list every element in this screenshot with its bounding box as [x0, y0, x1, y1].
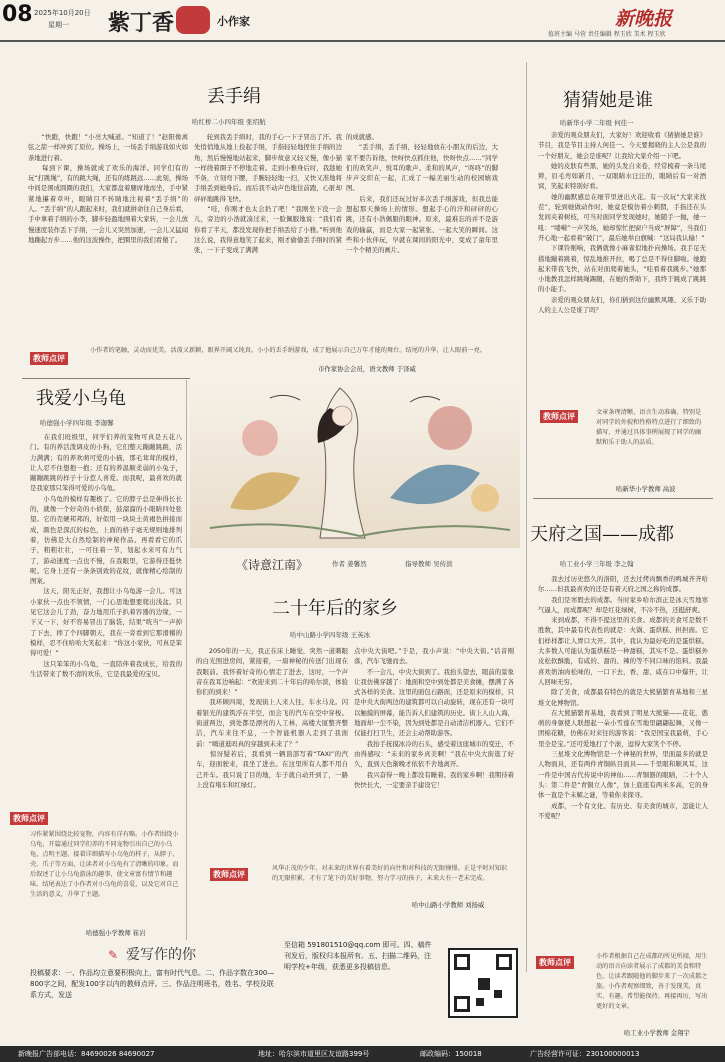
article-byline: 哈工业小学三年级 李之翰 [560, 560, 634, 568]
article-byline: 哈德强小学四年级 李迦馨 [40, 419, 114, 427]
column-rule [526, 62, 527, 972]
article-body: 我去过历史悠久的洛阳，还去过烤肉飘香的鸭城齐齐哈尔……但我最喜欢的还是有着天府之国之称的成都。 我们是寒假去的成都。当时家乡哈尔滨正是冰天雪地寒气逼人，而成都呢？却是红花绿树，不冷不热，还挺舒爽。 来到成都，不得不提这里的美食。成都的美食可是数不胜数，其中最有代表性的就是：火锅、蛋烘糕、担担面。它们样样都让人胃口大开。其中，我认为最好吃的是蛋烘糕。大多数人可能认为蛋烘糕是一种甜糕，其实不是。蛋烘糕外皮松软酥脆，有咸的、甜的、辣的等不同口味的馅料。我最喜欢奶油肉松味的，一口下去，香、甜、咸在口中爆开，让人回味无穷。 除了美食，成都最有特色的就是大熊猫繁育基地和三星堆文化博物馆。 在大熊猫繁育基地，我看到了明星大熊猫——花花，憨萌的身躯使人联想起一朵小雪莲在雪地里翩翩起舞，又像一团棉花糖，仿佛在对来往的游客说：“我是国宝我最萌，手心里全是宝。”还可爱地打了个滚，逗得大家笑个不停。 三星堆文化博物馆是一个神秘的世界，里面最多的就是人物面具，还有两件青铜纵目面具——千里眼和顺风耳，这一件是中国古代传说中的神仙……青铜器的眼睛，二十个人头：第二件是“青铜立人像”，加上底座有两米多高，它的身体一直是个未解之谜，等着你来探寻。 成都，一个有文化、有历史、有美食的城市，怎能让人不爱呢？ [538, 575, 708, 820]
pencil-icon: ✎ [108, 948, 119, 962]
call-text: 投稿要求：一、作品均立意要积极向上，富有时代气息。二、作品字数在300—800字之间，配发100字以内的教师点评。三、作品注明班名，姓名、学校及联系方式，发送 [30, 969, 275, 999]
divider [533, 498, 713, 499]
teacher-comment-badge: 教师点评 [540, 410, 578, 423]
article-title: 丢手绢 [207, 86, 261, 107]
masthead-rule [0, 40, 725, 42]
article-body: 2050年的一天，我正在床上睡觉，突然一道刺眼的白光照进房间，紧接着，一扇神秘的传送门出现在我眼前。我怀着好奇的心情走了进去，这时，一个声音在我耳边响起：“欢迎来到二十年后的哈尔滨，体验你们的到来！” 我环顾四周，发现街上人来人往，车水马龙。闪着银光的建筑浮在半空，而会飞的汽车在空中穿梭。街道两边，到处都是漂亮的人工林，高楼大厦整齐整洁，汽车来往不息，一个智能机器人走到了我面前：“嗨道逛吗真的穿越到未来了？” 惊讶疑若后，我看到一辆顶部写着“TAXI”的汽车，迎面驶来，我坐了进去。在这里所有人都不用自己开车。我只说了目的地，车子就自动开到了，一路上没有堵车和红绿灯。 [196, 647, 348, 789]
page-number: 08 [2, 2, 33, 27]
article-body: “快跑，快跑！”小亮大喊道。“知道了！”赵阳像离弦之箭一样冲到了原位。操场上，一场丢手绢游戏如火如荼地进行着。 每到下课，操场就成了欢乐的海洋。同学们有的玩“打跳绳”，有的跳大绳，还有的练跳远……此刻，操场中间是围成圆圈的我们，大家都盘着腿席地而坐，手中紧紧地攥着草叶，眼睛目不转睛地注视着“丢手绢”的人。“丢手绢”的人跑起来时，我们就拼命往自己身后看，手中拿着手绢的小李，脚步轻盈地围着大家转，一会儿放慢速度装作丢下手绢，一会儿又突然加速，一会儿又猛闻地蹦起方步……他的这波操作，把圈里的我们看傻了。 [28, 133, 188, 244]
teacher-signature: 市作家协会会员，语文教师 于泽威 [318, 365, 416, 373]
call-logo: 爱写作的你 [126, 947, 196, 963]
footer-ad: 新晚报广告部电话：84690026 84690027 [18, 1050, 155, 1058]
article-body: 亲爱的观众朋友们，大家好！欢迎收看《猜猜她是谁》节目，我是节目主持人何佳一。今天要揭晓的主人公是我的一个好朋友，她会是谁呢？让我给大家介绍一下吧。 她的皮肤有些黑，她的头发自来卷，经常梳着一条马尾辫，眉毛弯如新月，一双眼睛水汪汪的，眼睛后有一对酒窝，笑起来特别好看。 她的幽默感总在细节里迸出火花。有一次玩“大家来找茬”，轮到她做动作时，她竟是模仿着小刺猬，手指还在头发间夹着树枝，可当对面同学发现她时，她随手一抛，她一吼：“喽嗬”一声笑场，她却惊忙把窗户当成“屏障”，当我们开心地一起看着“破门”，最后她举白旗喊：“这局我认输！” 下课铃刚响，我俩就像小麻雀似地扑向操场。我手足无措地蹦着跳着，惊乱地推开拉，喝了总是不得住脚啦。她跑起来带我飞快，站在对面爬着她头，“哇看着我跳步。”她那小地教我怎样跳绳踢腿，在她的帮助下，我终于跳成了跳跳的小能手。 亲爱的观众朋友们，你们猜到这位幽默风趣、又乐于助人的主人公是谁了吗？ [538, 131, 706, 315]
illustration [190, 378, 520, 548]
section-logo [176, 6, 210, 34]
article-byline: 哈新华小学二年级 何佳一 [560, 119, 634, 127]
teacher-comment-badge: 教师点评 [536, 956, 574, 969]
illustration-author: 作者 姜馨然 [332, 560, 367, 568]
article-body: 在我们班级里，同学们养的宠物可真是五花八门。有的养活泼调皮的小狗，它们整天蹦蹦跳跳，活力满满；有的养欢萌可爱的小猫，那毛茸茸的模样，让人忍不住想抱一抱；还有的养温顺柔弱的小兔子，蹦蹦跳跳的样子十分惹人喜爱。而我呢，最喜欢的就是我家那只笨得可爱的小乌龟。 小乌龟的模样有趣极了。它的脖子总是伸得长长的，就像一个好奇的小侦探，鼓溜溜的小眼睛四处张望。它的壳硬邦邦的，好似用一块块土黄褐色拼接而成，颜色是深沉的棕色，上面的格子毫无规则地排列着，仿佛是大自然绘制的神秘作品。再看看它的爪子，粗粗壮壮，一可往着一节，划起水来可有力气了，游动速度一点也不慢，在我眼里，它游得还挺快呢。它身上还有一条条别致的花纹，就像精心绘制的图案。 这天，阳光正好，我想让小乌龟游一会儿。可这小家伙一点也不领情，一门心思地想要爬出浅盆。只见它这会儿了劲，奋力地用爪子扒着容器的边缘，一下又一下，好不容易冒出了脑袋，结果“咣当”一声掉了下去，摔了个四脚朝天，我在一旁看到它那滑稽的模样，忍不住哈哈大笑起来：“你这小家伙，可真是笨得可爱！” 这只笨笨的小乌龟，一直陪伴着我成长，给我的生活带来了数不清的欢乐，它是我最爱的宝贝。 [30, 433, 182, 678]
teacher-signature: 哈新华小学教师 高波 [616, 485, 676, 493]
footer-postcode: 邮政编码：150018 [420, 1050, 482, 1058]
section-subtitle: 小作家 [217, 15, 250, 28]
qr-code [448, 948, 518, 1018]
teacher-comment: 文章条理清晰，语言生动准确，特别是对同学的外貌和性格特点进行了细致的描写，并通过具体事例展现了同学的幽默和乐于助人的品质。 [596, 409, 702, 446]
masthead [0, 0, 725, 40]
article-title: 猜猜她是谁 [563, 90, 653, 111]
article-title: 天府之国——成都 [530, 524, 674, 545]
footer-address: 地址：哈尔滨市道里区友谊路399号 [258, 1050, 370, 1058]
editor-credits: 值班主编 马营 责任编辑 程玉欣 美术 程玉欣 [548, 31, 666, 38]
teacher-comment: 小作者的笔触，灵动而优美，活泼又新颖，眼界开阔又纯真。小小的丢手绢游戏，成了他展示自己万年才能的舞台。结尾的升华，让人眼前一亮。 [90, 347, 486, 354]
teacher-comment: 习作紧紧围绕比较宠物，内容有详有略。小作者围绕小乌龟，开篇通过同学们养的不同宠物引出自己的小乌龟，点明主题。接着详细描写小乌龟的样子，从脖子、壳、爪子等方面，让读者对小乌龟有了清晰的印象。而后叙述了让小乌龟游泳的趣事，使文章富有情节和趣味。结尾表达了小作者对小乌龟的喜爱，以及它对自己生活的意义，升华了主题。 [30, 831, 179, 898]
teacher-comment-badge: 教师点评 [210, 868, 248, 881]
illustration-advisor: 指导教师 吴传滨 [405, 560, 453, 568]
teacher-comment-badge: 教师点评 [10, 812, 48, 825]
article-byline: 哈中山路小学四年级 王英冰 [290, 631, 371, 639]
article-body: 的成就感。 “丢手绢，丢手绢，轻轻地放在小朋友的后边，大家不要告诉他，快呀快点抓住他，快呀快点……”同学们的欢笑声、悦耳的歌声、柔和的风声，“咚咚”的脚步声交织在一起，汇成了一幅美丽生动的校园嬉戏图。 后来，我们还玩过好多次丢手绢游戏，但我总能想起那天操场上的情形。想起手心的汗和砰砰的心跳，还有小浩佩服的眼神。原来，最难忘的并不是游戏的输赢，而是大家一起紧张、一起大笑的瞬间。这些和小伙伴玩，早就在课间的阳光中，变成了童年里一个个精美的画片。 [346, 133, 498, 255]
article-body: 轮到我丢手绢时，我的手心一下子冒出了汗。我先悄悄地从地上捡起手绢，手指轻轻地捏住手绢的边角，然后慢慢地站起来，脚步故意又轻又慢，像小猫一样绕着圈子不停地走着。走到小雅身后时，我趁她不备，立刻弯下腰，手腕轻轻地一扫，又快又准地将手绢丢到她身后。而后我不动声色地往前跑，心脏却砰砰地跳得飞快。 “哇，你刚才也太会扔了吧！”我刚坐下没一会儿，旁边的小浩就凑过来，一脸佩服地说：“我们看你看了半天，都没发现你把手绢丢给了小雅。”听到他这么说，我得意地笑了起来，刚才偷偷丢手绢时的紧张，一下子变成了满满 [194, 133, 342, 255]
teacher-comment: 小作者根据自己在成都的所见所闻，用生动的语言向读者展示了成都的美食和特色，让读者跟随他的脚步来了一次成都之旅。小作者观察细致，善于发现美，真实、有趣。希望能保持，再接再厉，写出更好的文章。 [596, 953, 708, 1010]
paper-logo: 新晚报 [615, 8, 673, 30]
weekday: 星期一 [48, 21, 69, 29]
article-title: 我爱小乌龟 [36, 388, 126, 409]
article-byline: 哈红桥二小四年级 张绍航 [192, 118, 266, 126]
article-body: 点中央大街吧。”于是，我小声说：“中央大街。”话音刚落，汽车飞驰而去。 不一会儿，中央大街到了。我抬头望去，眼前的景象让我仿佛穿越了：地面和空中到处都是美食摊，摆满了各式各样的美食。这里的面包石路面，还是原来的模样，只是中央大街两边的建筑都可以自动旋转，现在还有一块可以触摸的屏幕，能告诉人们建筑的历史。街上人山人海，地面却一尘不染，因为到处都是自动清洁机器人。它们不仅能打扫卫生，还会主动帮助游客。 我抬手抚摸冰冷的石头，感受着这座城市的变迁，不由得感叹：“未来的家乡真美啊！”我在中央大街逛了好久，直到天色渐晚才依依不舍地离开。 我兴奋得一晚上都没有睡着。我的家乡啊！我期待着快快长大，一定要亲手建设它！ [354, 647, 514, 789]
teacher-signature: 哈中山路小学教师 刘扬威 [412, 901, 485, 909]
column-rule [186, 380, 187, 940]
teacher-signature: 哈德强小学教师 崔岩 [86, 929, 146, 937]
footer-bar [0, 1046, 725, 1062]
illustration-title: 《诗意江南》 [236, 558, 309, 572]
article-title: 二十年后的家乡 [272, 598, 398, 619]
teacher-comment: 风华正茂的少年，对未来的世界有着美好的向往和对科技的无限憧憬。正是平时对知识的无限积累，才有了笔下的美好事物，努力学习的孩子，未来大有一老未完成。 [272, 865, 508, 882]
teacher-signature: 哈工业小学教师 金翔宇 [624, 1029, 690, 1037]
section-title: 紫丁香 [108, 10, 175, 36]
footer-license: 广告经营许可证：230100000013 [530, 1050, 640, 1058]
call-text: 至信箱 591801510@qq.com 即可。四、稿件刊发后，版权归本报所有。五、扫描二维码，注明学校+年级，获悉更多投稿信息。 [284, 941, 432, 971]
teacher-comment-badge: 教师点评 [30, 352, 68, 365]
issue-date: 2025年10月20日 [34, 9, 91, 17]
call-for-submissions [8, 940, 524, 1044]
